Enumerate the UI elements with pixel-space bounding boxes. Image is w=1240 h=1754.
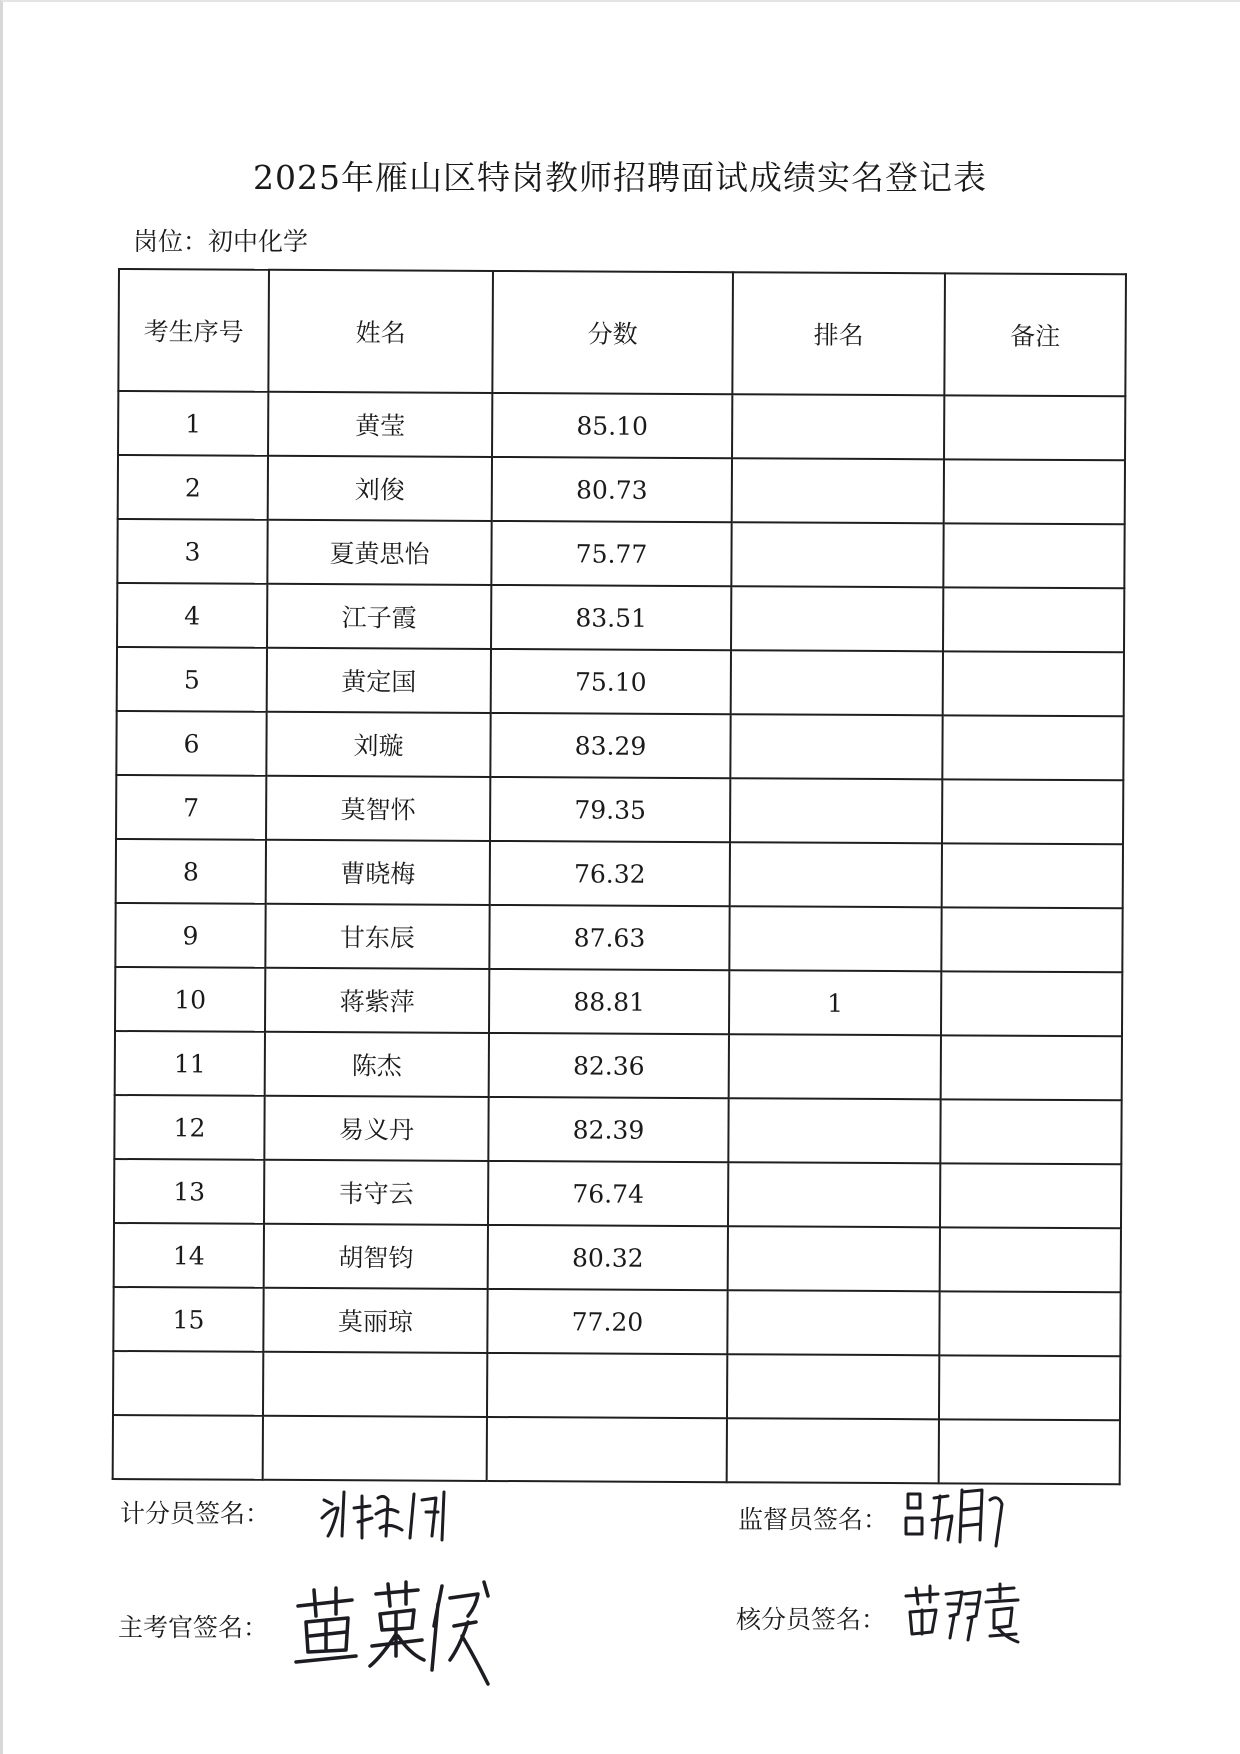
- cell-rank: [731, 586, 943, 651]
- cell-no: 2: [118, 455, 268, 520]
- cell-score: 77.20: [487, 1289, 727, 1354]
- cell-note: [939, 1355, 1120, 1420]
- header-row: [118, 269, 1126, 396]
- cell-note: [941, 1035, 1122, 1100]
- cell-no: 14: [114, 1223, 264, 1288]
- cell-note: [941, 907, 1122, 972]
- cell-note: [940, 1163, 1121, 1228]
- cell-no: [113, 1351, 263, 1416]
- cell-no: [113, 1415, 263, 1480]
- cell-rank: [729, 906, 941, 971]
- cell-rank: [727, 1418, 939, 1483]
- table-row: [118, 455, 1125, 524]
- cell-name: 蒋紫萍: [265, 968, 489, 1033]
- table-row: [118, 391, 1125, 460]
- table-row: [113, 1287, 1120, 1356]
- table-row: [115, 903, 1122, 972]
- table-row: [116, 775, 1123, 844]
- cell-rank: [730, 778, 942, 843]
- page-title: 2025年雁山区特岗教师招聘面试成绩实名登记表: [253, 158, 987, 197]
- cell-note: [940, 1227, 1121, 1292]
- cell-no: 4: [117, 583, 267, 648]
- cell-score: 80.73: [492, 457, 732, 522]
- cell-name: 夏黄思怡: [267, 520, 491, 585]
- cell-no: 9: [115, 903, 265, 968]
- chief-examiner-label: 主考官签名：: [118, 1613, 269, 1642]
- cell-name: [263, 1352, 487, 1417]
- cell-rank: [727, 1354, 939, 1419]
- table-row: [113, 1351, 1120, 1420]
- table-row: [117, 583, 1124, 652]
- cell-name: 刘俊: [268, 456, 492, 521]
- cell-no: 13: [114, 1159, 264, 1224]
- header-rank: 排名: [732, 272, 945, 395]
- supervisor-signature: [902, 1480, 1012, 1550]
- cell-score: 82.39: [488, 1097, 728, 1162]
- cell-note: [939, 1419, 1120, 1484]
- cell-note: [943, 523, 1124, 588]
- cell-note: [944, 395, 1125, 460]
- cell-score: 75.10: [491, 649, 731, 714]
- cell-no: 15: [113, 1287, 263, 1352]
- cell-score: 80.32: [488, 1225, 728, 1290]
- cell-score: [487, 1417, 727, 1482]
- cell-score: 85.10: [492, 393, 732, 458]
- cell-note: [942, 715, 1123, 780]
- table-row: [115, 967, 1122, 1036]
- cell-note: [944, 459, 1125, 524]
- supervisor-label: 监督员签名：: [738, 1505, 889, 1534]
- position-value: 初中化学: [208, 227, 309, 256]
- cell-name: 刘璇: [266, 712, 490, 777]
- cell-rank: [731, 650, 943, 715]
- cell-rank: [732, 458, 944, 523]
- table-row: [116, 839, 1123, 908]
- cell-rank: [732, 394, 944, 459]
- chief-examiner-signature: [292, 1576, 492, 1686]
- cell-score: 88.81: [489, 969, 729, 1034]
- position-label: 岗位：: [133, 227, 209, 256]
- cell-rank: 1: [729, 970, 941, 1035]
- cell-rank: [728, 1162, 940, 1227]
- header-note: 备注: [944, 273, 1126, 396]
- cell-name: 莫丽琼: [263, 1288, 487, 1353]
- cell-rank: [729, 1034, 941, 1099]
- table-row: [113, 1415, 1120, 1484]
- cell-no: 11: [115, 1031, 265, 1096]
- cell-name: 黄定国: [267, 648, 491, 713]
- cell-no: 3: [117, 519, 267, 584]
- cell-name: 甘东辰: [265, 904, 489, 969]
- score-sheet: [112, 268, 1125, 1485]
- cell-score: 75.77: [491, 521, 731, 586]
- cell-note: [943, 587, 1124, 652]
- cell-name: 黄莹: [268, 392, 492, 457]
- cell-no: 1: [118, 391, 268, 456]
- cell-no: 8: [116, 839, 266, 904]
- scorer-label: 计分员签名：: [120, 1499, 271, 1528]
- cell-rank: [730, 842, 942, 907]
- cell-name: 胡智钧: [264, 1224, 488, 1289]
- table-row: [117, 519, 1124, 588]
- cell-note: [939, 1291, 1120, 1356]
- cell-score: 87.63: [489, 905, 729, 970]
- cell-no: 7: [116, 775, 266, 840]
- cell-name: 曹晓梅: [266, 840, 490, 905]
- table-row: [117, 647, 1124, 716]
- cell-score: 83.51: [491, 585, 731, 650]
- table-row: [114, 1223, 1121, 1292]
- cell-no: 6: [116, 711, 266, 776]
- cell-note: [942, 779, 1123, 844]
- cell-note: [943, 651, 1124, 716]
- cell-score: 82.36: [489, 1033, 729, 1098]
- cell-rank: [731, 522, 943, 587]
- cell-name: 韦守云: [264, 1160, 488, 1225]
- header-candidate-no: 考生序号: [118, 269, 269, 392]
- cell-rank: [728, 1098, 940, 1163]
- cell-score: 79.35: [490, 777, 730, 842]
- cell-rank: [727, 1290, 939, 1355]
- scorer-signature: [318, 1478, 468, 1548]
- cell-no: 5: [117, 647, 267, 712]
- header-score: 分数: [492, 271, 733, 394]
- cell-name: 易义丹: [264, 1096, 488, 1161]
- table-row: [114, 1095, 1121, 1164]
- score-table: [112, 268, 1127, 1485]
- cell-score: 76.32: [490, 841, 730, 906]
- cell-name: 江子霞: [267, 584, 491, 649]
- cell-name: [263, 1416, 487, 1481]
- cell-score: 83.29: [490, 713, 730, 778]
- verifier-label: 核分员签名：: [736, 1605, 887, 1634]
- cell-note: [940, 1099, 1121, 1164]
- table-row: [114, 1159, 1121, 1228]
- table-row: [116, 711, 1123, 780]
- cell-rank: [728, 1226, 940, 1291]
- cell-no: 10: [115, 967, 265, 1032]
- cell-note: [941, 971, 1122, 1036]
- cell-no: 12: [114, 1095, 264, 1160]
- cell-score: [487, 1353, 727, 1418]
- cell-note: [942, 843, 1123, 908]
- cell-name: 陈杰: [265, 1032, 489, 1097]
- table-row: [115, 1031, 1122, 1100]
- verifier-signature: [902, 1580, 1022, 1650]
- cell-name: 莫智怀: [266, 776, 490, 841]
- cell-score: 76.74: [488, 1161, 728, 1226]
- header-name: 姓名: [268, 270, 493, 393]
- cell-rank: [730, 714, 942, 779]
- position-line: [133, 222, 308, 258]
